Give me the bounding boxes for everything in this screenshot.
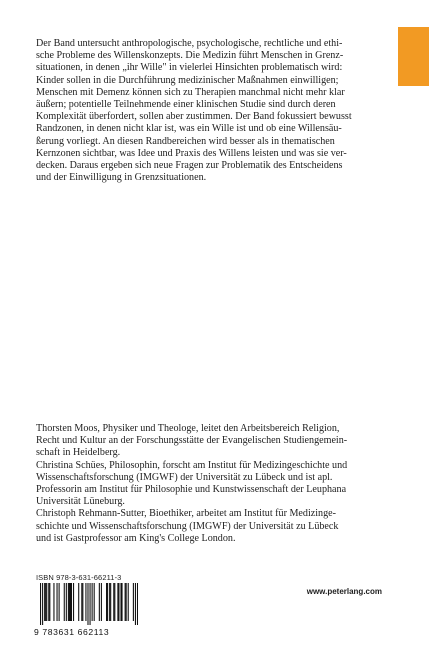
barcode-bar: [94, 583, 95, 621]
description-line: ßerung vorliegt. An diesen Randbereichen wird besser als in thematischen: [36, 135, 335, 147]
barcode-digits: 9 783631 662113: [34, 627, 110, 637]
barcode-bar: [128, 583, 129, 621]
barcode: [34, 583, 138, 625]
barcode-bar: [78, 583, 79, 621]
barcode-bar: [73, 583, 74, 621]
description-paragraph: [36, 38, 380, 184]
barcode-bar: [117, 583, 118, 621]
barcode-bar: [59, 583, 60, 621]
description-line: situationen, in denen „ihr Wille" in vielerlei Hinsichten problematisch wird:: [36, 62, 343, 74]
author-bio-line: Wissenschaftsforschung (IMGWF) der Universität zu Lübeck und ist apl.: [36, 471, 333, 483]
barcode-bar: [109, 583, 110, 621]
barcode-bar: [53, 583, 54, 621]
orange-accent-tab: [398, 27, 429, 86]
barcode-bar: [120, 583, 121, 621]
barcode-bar: [66, 583, 67, 621]
barcode-bar: [40, 583, 41, 625]
description-line: Kinder sollen in die Durchführung medizinischer Maßnahmen einwilligen;: [36, 74, 339, 86]
description-line: Randzonen, in denen nicht klar ist, was ein Wille ist und ob eine Willensäu-: [36, 123, 342, 135]
isbn-label: ISBN 978-3-631-66211-3: [36, 573, 122, 582]
barcode-bar: [81, 583, 82, 621]
description-line: Menschen mit Demenz können sich zu Therapien manchmal nicht mehr klar: [36, 86, 345, 98]
barcode-bar: [92, 583, 93, 621]
description-line: Komplexität überfordert, sollen aber zustimmen. Der Band fokussiert bewusst: [36, 111, 352, 123]
barcode-bar: [113, 583, 114, 621]
barcode-bar: [70, 583, 71, 621]
barcode-bar: [133, 583, 134, 621]
barcode-bar: [99, 583, 100, 621]
author-bio-line: schaft in Heidelberg.: [36, 447, 121, 459]
description-line: äußern; potentielle Teilnehmende einer klinischen Studie sind durch deren: [36, 99, 336, 111]
barcode-bar: [107, 583, 108, 621]
barcode-bar: [57, 583, 58, 621]
barcode-bar: [45, 583, 46, 621]
barcode-bar: [87, 583, 88, 625]
barcode-bar: [49, 583, 50, 621]
barcode-bar: [82, 583, 83, 621]
barcode-bar: [42, 583, 43, 625]
author-bio-line: Recht und Kultur an der Forschungsstätte der Evangelischen Studiengemein-: [36, 435, 348, 447]
description-line: decken. Daraus ergeben sich neue Fragen zur Problematik des Entscheidens: [36, 160, 343, 172]
author-bio: [36, 460, 380, 509]
publisher-website: www.peterlang.com: [306, 587, 382, 596]
barcode-bar: [85, 583, 86, 621]
barcode-bar: [69, 583, 70, 621]
barcode-bars: [34, 583, 138, 625]
barcode-bar: [101, 583, 102, 621]
description-line: Der Band untersucht anthropologische, psychologische, rechtliche und ethi-: [36, 38, 343, 49]
barcode-bar: [121, 583, 122, 621]
author-bio-line: Professorin am Institut für Philosophie und Kunstwissenschaft der Leuphana: [36, 484, 347, 496]
author-bio-line: Christina Schües, Philosophin, forscht am Institut für Medizingeschichte und: [36, 459, 348, 471]
description-line: Kernzonen sichtbar, was Idee und Praxis des Willens leisten und was sie ver-: [36, 147, 347, 159]
barcode-bar: [125, 583, 126, 621]
barcode-bar: [114, 583, 115, 621]
barcode-bar: [46, 583, 47, 621]
book-description: [36, 38, 380, 184]
description-line: sche Probleme des Willenskonzepts. Die Medizin führt Menschen in Grenz-: [36, 50, 344, 62]
barcode-bar: [90, 583, 91, 625]
barcode-bar: [137, 583, 138, 625]
barcode-bar: [64, 583, 65, 621]
barcode-bar: [44, 583, 45, 621]
barcode-bar: [110, 583, 111, 621]
author-bio: [36, 508, 380, 545]
barcode-bar: [118, 583, 119, 621]
author-bio-line: schichte und Wissenschaftsforschung (IMGWF) der Universität zu Lübeck: [36, 520, 339, 532]
barcode-bar: [106, 583, 107, 621]
author-bio-line: Universität Lüneburg.: [36, 496, 125, 508]
barcode-bar: [71, 583, 72, 621]
author-bio-line: Christoph Rehmann-Sutter, Bioethiker, arbeitet am Institut für Medizinge-: [36, 508, 336, 520]
author-bio-line: und ist Gastprofessor am King's College London.: [36, 532, 236, 544]
barcode-bar: [135, 583, 136, 625]
description-line: und der Einwilligung in Grenzsituationen.: [36, 172, 207, 184]
barcode-bar: [68, 583, 69, 621]
author-bio-line: Thorsten Moos, Physiker und Theologe, leitet den Arbeitsbereich Religion,: [36, 423, 340, 434]
author-bio: [36, 423, 380, 460]
barcode-bar: [126, 583, 127, 621]
author-biographies: [36, 423, 380, 545]
barcode-bar: [48, 583, 49, 621]
